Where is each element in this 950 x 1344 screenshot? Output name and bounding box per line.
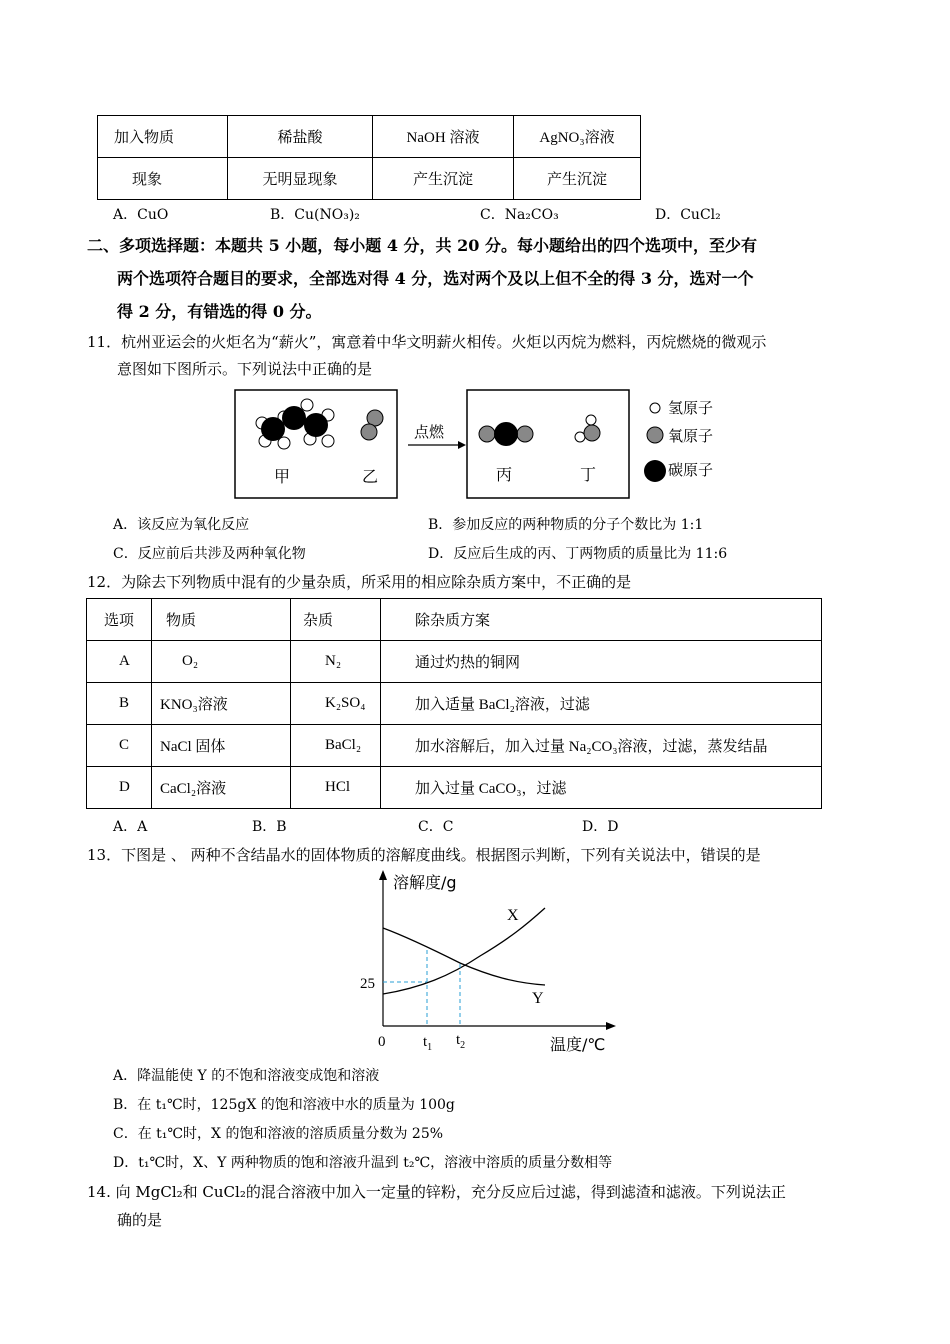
cell: O₂	[152, 641, 291, 683]
arrow-label: 点燃	[414, 423, 445, 441]
cell: AgNO₃溶液	[514, 116, 641, 158]
cell: NaCl 固体	[152, 725, 291, 767]
cell: 通过灼热的铜网	[381, 641, 822, 683]
x-axis-label: 温度/℃	[550, 1035, 606, 1054]
cell: 加入过量 CaCO₃，过滤	[381, 767, 822, 809]
solubility-graph	[350, 868, 630, 1058]
q13-stem: 13．下图是 、 两种不含结晶水的固体物质的溶解度曲线。根据图示判断，下列有关说法中，错误的是	[87, 846, 761, 864]
header-cell: 杂质	[291, 599, 381, 641]
q12-option-b: B．B	[252, 819, 287, 835]
q11-option-c: C．反应前后共涉及两种氧化物	[113, 546, 306, 562]
q10-option-d: D．CuCl₂	[655, 207, 721, 223]
section2-line3: 得 2 分，有错选的得 0 分。	[117, 302, 322, 321]
legend-hydrogen: 氢原子	[668, 399, 714, 417]
curve-x	[383, 908, 545, 994]
q10-option-c: C．Na₂CO₃	[480, 207, 559, 223]
cell: CaCl₂溶液	[152, 767, 291, 809]
cell: B	[87, 683, 152, 725]
q11-option-b: B．参加反应的两种物质的分子个数比为 1:1	[428, 517, 704, 533]
t2-label: $t_2$	[456, 1032, 466, 1051]
label-jia: 甲	[274, 467, 291, 486]
q12-option-c: C．C	[418, 819, 454, 835]
q12-option-d: D．D	[582, 819, 619, 835]
cell: 产生沉淀	[373, 158, 514, 200]
header-cell: 物质	[152, 599, 291, 641]
q14-stem-line1: 14. 向 MgCl₂和 CuCl₂的混合溶液中加入一定量的锌粉，充分反应后过滤，得到滤渣和滤液。下列说法正	[87, 1183, 786, 1201]
q13-option-b: B．在 t₁℃时，125gX 的饱和溶液中水的质量为 100g	[113, 1097, 455, 1113]
header-cell: 除杂质方案	[381, 599, 822, 641]
water-molecule	[575, 415, 600, 442]
q13-option-a: A．降温能使 Y 的不饱和溶液变成饱和溶液	[113, 1068, 380, 1084]
carbon-atom-icon	[644, 460, 666, 482]
y25-label: 25	[360, 976, 375, 992]
cell: 稀盐酸	[228, 116, 373, 158]
oxygen-molecule	[361, 410, 383, 440]
curve-y	[383, 928, 545, 985]
cell: 产生沉淀	[514, 158, 641, 200]
co2-molecule	[479, 422, 533, 446]
cell: C	[87, 725, 152, 767]
q12-option-a: A．A	[113, 819, 148, 835]
label-bing: 丙	[496, 465, 513, 484]
origin-label: 0	[378, 1034, 386, 1050]
q13-option-d: D．t₁℃时，X、Y 两种物质的饱和溶液升温到 t₂℃，溶液中溶质的质量分数相等	[113, 1155, 613, 1171]
q11-stem-line1: 11．杭州亚运会的火炬名为“薪火”，寓意着中华文明薪火相传。火炬以丙烷为燃料，丙烷燃烧的微观示	[87, 333, 767, 351]
cell: HCl	[291, 767, 381, 809]
cell: NaOH 溶液	[373, 116, 514, 158]
propane-molecule	[256, 399, 334, 449]
q10-option-b: B．Cu(NO₃)₂	[270, 207, 360, 223]
q14-stem-line2: 确的是	[117, 1211, 163, 1229]
legend-carbon: 碳原子	[668, 461, 714, 479]
oxygen-atom-icon	[647, 427, 663, 443]
y-curve-label: Y	[532, 990, 544, 1007]
section2-line1: 二、多项选择题：本题共 5 小题，每小题 4 分，共 20 分。每小题给出的四个选项中，至少有	[87, 236, 757, 255]
cell: 加入适量 BaCl₂溶液，过滤	[381, 683, 822, 725]
cell: BaCl₂	[291, 725, 381, 767]
cell: 无明显现象	[228, 158, 373, 200]
q11-option-d: D．反应后生成的丙、丁两物质的质量比为 11:6	[428, 546, 728, 562]
reagent-table	[97, 115, 641, 200]
impurity-table	[86, 598, 822, 809]
cell: KNO₃溶液	[152, 683, 291, 725]
cell: A	[87, 641, 152, 683]
t1-label: $t_1$	[423, 1034, 433, 1053]
q10-option-a: A．CuO	[113, 207, 169, 223]
cell: N₂	[291, 641, 381, 683]
y-axis-label: 溶解度/g	[393, 873, 457, 892]
x-curve-label: X	[507, 907, 519, 924]
cell: 加入物质	[98, 116, 228, 158]
section2-line2: 两个选项符合题目的要求，全部选对得 4 分，选对两个及以上但不全的得 3 分，选对一个	[117, 269, 754, 288]
legend-oxygen: 氧原子	[668, 427, 714, 445]
q11-stem-line2: 意图如下图所示。下列说法中正确的是	[117, 360, 373, 378]
q11-option-a: A．该反应为氧化反应	[113, 517, 250, 533]
cell: D	[87, 767, 152, 809]
reaction-diagram	[230, 385, 730, 505]
hydrogen-atom-icon	[650, 403, 660, 413]
cell: 现象	[98, 158, 228, 200]
label-ding: 丁	[580, 465, 597, 484]
header-cell: 选项	[87, 599, 152, 641]
label-yi: 乙	[362, 467, 379, 486]
cell: K₂SO₄	[291, 683, 381, 725]
q13-option-c: C．在 t₁℃时，X 的饱和溶液的溶质质量分数为 25%	[113, 1126, 444, 1142]
q12-stem: 12．为除去下列物质中混有的少量杂质，所采用的相应除杂质方案中，不正确的是	[87, 573, 632, 591]
cell: 加水溶解后，加入过量 Na₂CO₃溶液，过滤，蒸发结晶	[381, 725, 822, 767]
